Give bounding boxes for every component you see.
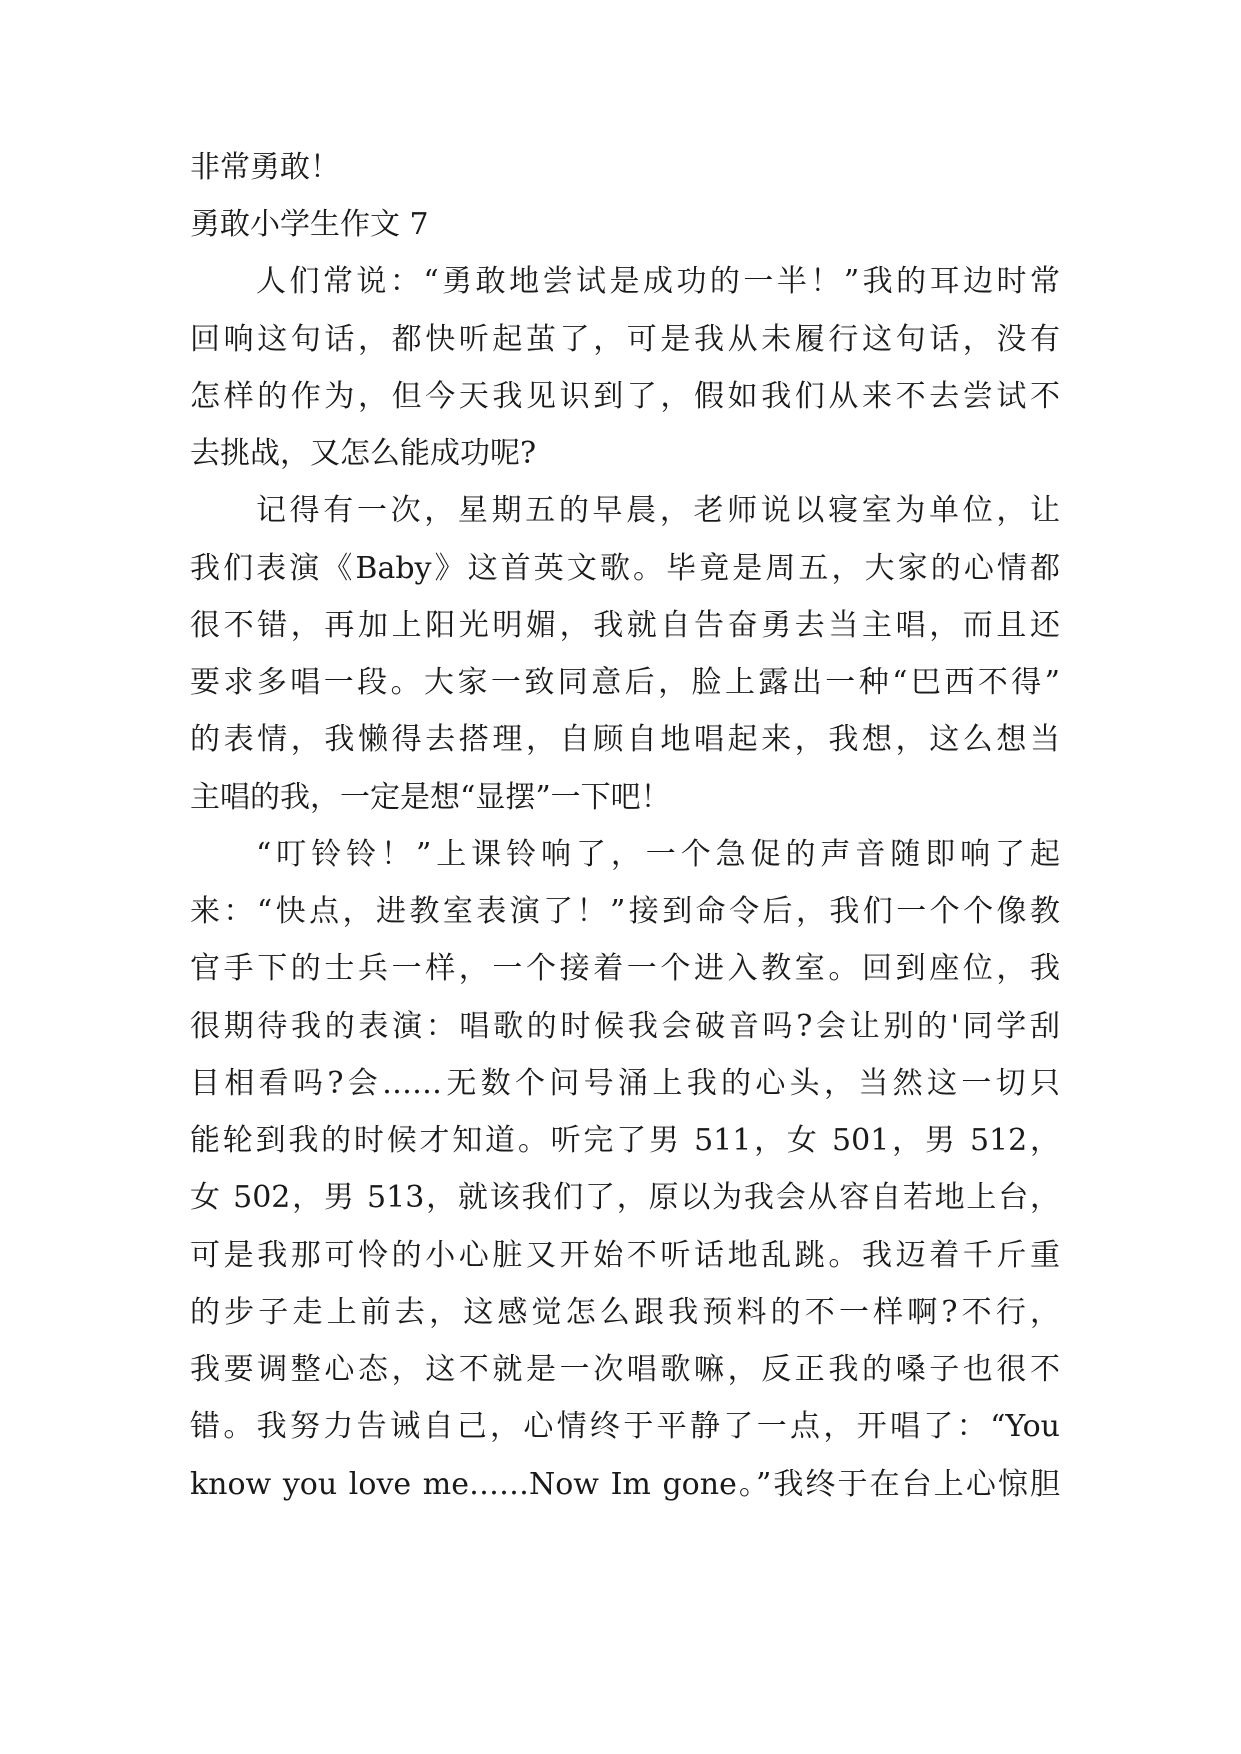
- text-line: 官手下的士兵一样，一个接着一个进入教室。回到座位，我: [190, 951, 1060, 986]
- text-line: know you love me……Now Im gone。”我终于在台上心惊胆: [190, 1467, 1060, 1502]
- text-line: 我要调整心态，这不就是一次唱歌嘛，反正我的嗓子也很不: [190, 1352, 1060, 1387]
- text-line: 来：“快点，进教室表演了！”接到命令后，我们一个个像教: [190, 894, 1060, 929]
- text-line: 回响这句话，都快听起茧了，可是我从未履行这句话，没有: [190, 322, 1060, 357]
- text-line: 我们表演《Baby》这首英文歌。毕竟是周五，大家的心情都: [190, 551, 1060, 586]
- section-heading: 勇敢小学生作文 7: [190, 207, 429, 242]
- text-line: 的表情，我懒得去搭理，自顾自地唱起来，我想，这么想当: [190, 722, 1060, 757]
- text-line: 很不错，再加上阳光明媚，我就自告奋勇去当主唱，而且还: [190, 608, 1060, 643]
- text-line: 非常勇敢！: [190, 150, 340, 185]
- text-line: 去挑战，又怎么能成功呢?: [190, 436, 537, 471]
- text-line: 目相看吗?会……无数个问号涌上我的心头，当然这一切只: [190, 1066, 1060, 1101]
- text-line: 错。我努力告诫自己，心情终于平静了一点，开唱了：“You: [190, 1409, 1060, 1444]
- text-line: 记得有一次，星期五的早晨，老师说以寝室为单位，让: [256, 493, 1060, 528]
- text-line: “叮铃铃！”上课铃响了，一个急促的声音随即响了起: [256, 837, 1060, 872]
- text-line: 人们常说：“勇敢地尝试是成功的一半！”我的耳边时常: [256, 264, 1060, 299]
- text-line: 很期待我的表演：唱歌的时候我会破音吗?会让别的'同学刮: [190, 1009, 1060, 1044]
- text-line: 的步子走上前去，这感觉怎么跟我预料的不一样啊?不行，: [190, 1295, 1060, 1330]
- text-line: 怎样的作为，但今天我见识到了，假如我们从来不去尝试不: [190, 379, 1060, 414]
- text-line: 女 502，男 513，就该我们了，原以为我会从容自若地上台，: [190, 1180, 1060, 1215]
- text-line: 可是我那可怜的小心脏又开始不听话地乱跳。我迈着千斤重: [190, 1238, 1060, 1273]
- text-line: 要求多唱一段。大家一致同意后，脸上露出一种“巴西不得”: [190, 665, 1060, 700]
- text-line: 能轮到我的时候才知道。听完了男 511，女 501，男 512，: [190, 1123, 1060, 1158]
- text-line: 主唱的我，一定是想“显摆”一下吧！: [190, 780, 671, 815]
